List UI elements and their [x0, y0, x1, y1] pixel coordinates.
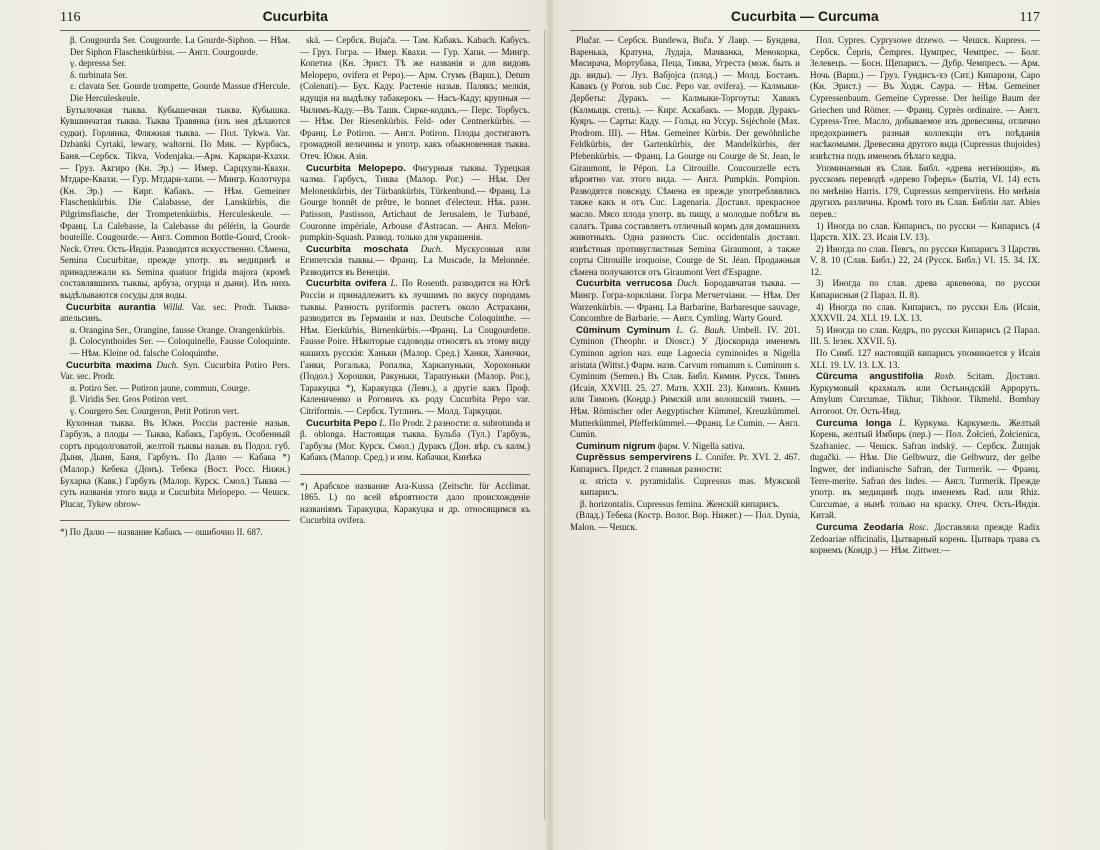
variety-entry: ε. clavata Ser. Gourde trompette, Gourde Massue d'Hercule. Die Herculeskeule. — [70, 81, 290, 103]
left-page-column-1 — [60, 35, 290, 835]
species-description: Syn. Cucurbita Potiro Pers. Var. sec. Prodr. — [60, 359, 290, 382]
gutter — [544, 30, 545, 820]
variety-entry: β. Viridis Ser. Gros Potiron vert. — [70, 394, 188, 405]
variety-entry: β. Cougourda Ser. Cougourde. La Gourde-Siphon. — Нѣм. Der Siphon Flaschenkürbiss. — Англ. Courgourde. — [70, 35, 290, 57]
species-headword: Cŭrcuma angustifolia — [816, 371, 924, 383]
right-page — [570, 8, 1040, 840]
right-page-number: 117 — [1019, 10, 1040, 25]
species-description: Var. sec. Prodr. Тыква-апельсинъ. — [60, 301, 290, 324]
species-author: L. — [379, 417, 387, 428]
species-entry — [300, 244, 530, 279]
right-running-head: Cucurbita — Curcuma — [730, 8, 879, 24]
variety-entry: α. Potiro Ser. — Potiron jaune, commun, Courge. — [70, 382, 250, 393]
species-author: Rosc. — [908, 521, 929, 532]
paragraph: Пол. Cypres. Cyprysowe drzewo. — Чешск. Kupress. — Сербск. Čepris, Čempres. Цумпрес, Чемпрес. — Болг. Зелевецъ. — Босн. Щепарисъ. — Дубр. Чемпресъ. — Арм. Ночь (Варш.) — Груз. Гундисъ-хэ (Сит.) Кипарози, Саро (Кн. Эрист.) — Въ Ходж. Саура. — Нѣм. Gemeiner Cypressenbaum. Gemeine Cypresse. Der heilige Baum der Griechen und Römer. — Франц. Cyprès ordinaire. — Англ. Cypress-Tree. Масло, добываемое изъ древесины, отлично предохраняетъ разныя коллекціи отъ поѣданія насѣкомыми. Древесина другого вида (Cupressus thujoides) извѣстна подъ именемъ бѣлаго кедра. — [810, 35, 1040, 161]
species-entry — [570, 452, 800, 475]
species-headword: Cucurbita Pepo — [306, 417, 377, 429]
species-description: фарм. V. Nigella sativa. — [655, 440, 745, 451]
species-headword: Cucurbita verrucosa — [576, 278, 673, 290]
species-description: Scitam. Доставл. Куркумовый крахмалъ или Остъиндскій Арроруть. Amylum Curcumae, Tikhur, Tikhoor. Tikmehl. Bombay Arrorоot. От. Ость-Инд. — [810, 371, 1040, 416]
variety-entry: γ. Courgero Ser. Courgeron, Petit Potiron vert. — [70, 406, 239, 416]
paragraph: Упоминаемыя въ Слав. Библ. «древа негніющія», въ русскомъ переводѣ «дерево Гоферъ» (Бытія, VI. 14) есть по мнѣнію Harris. 179, Cupressus sempervirens. Но мнѣнія другихъ различны. Кромѣ того въ Слав. Библіи лат. Abies перев.: — [810, 162, 1040, 219]
variety-entry: α. stricta v. pyramidalis. Cupressus mas. Мужской кипарисъ. — [580, 475, 800, 498]
species-description: Доставляла прежде Radix Zedoariae officinalis, Цытварный корень. Цытварь трава съ корнемъ (Кондр.) — Нѣм. Zittwer.— — [810, 521, 1040, 556]
species-entry — [300, 278, 530, 417]
variety-entry: γ. depressa Ser. — [70, 58, 127, 69]
species-entry — [570, 441, 800, 453]
paragraph: 3) Иногда по слав. древа аркевѳова, по русски Кипарисныя (2 Парал. II. 8). — [810, 278, 1040, 301]
paragraph: 1) Иногда по слав. Кипарисъ, по русски — Кипарисъ (4 Царств. XIX. 23. Исаія LV. 13). — [810, 220, 1040, 243]
paragraph: Кухонная тыква. Въ Южн. Россіи растеніе назыв. Гарбузъ, а плоды — Тыква, Кабакъ, Гарбузъ. Особенный сортъ продолговатой, желтой тыквы назыв. въ Подол. губ. Дыня, Дыня, Баня, Гарбузъ. По Далю — Кабака *) (Малор.) Кебека (Донъ). Тебека (Вост. Росс. Нижн.) Бухарка (Кавк.) Гарбузъ (Малор. Курск. Смол.) Тыква — суть названія этого вида и Cucurbita Melopepo. — Чешск. Plucar, Tykew obrow- — [60, 417, 290, 509]
species-headword: Cuminum nigrum — [576, 440, 656, 452]
species-headword: Curcuma longa — [816, 417, 892, 429]
paragraph: Plučar. — Сербск. Bundewa, Buča. У Лавр. — Бундева, Варенькa, Кратуна, Лудaja, Мачванка, Менокорка, Мисирача, Мортубака, Пеца, Тиква, Угрестa (мож. быть и др. виды). — Луз. Вабjoјca (плод.) — Молд. Бостанъ. Кавакъ (у Рогов. sub Cuc. Pepo var. oviferа). — Калмыки-Дербеты: Дуракъ. — Калмыки-Торгоуты: Хавакъ (Калмыцк. степь). — Кирг. Аскабакъ. — Мордв. Дуракъ-Куяръ. — Сарты: Каду. — Гольд. на Уссур. Ssjèchole (Max. Prodrom. III). — Нѣм. Gemeiner Kürbis. Der gewöhnliche Feldkürbis, der Gartenkürbis, der Mandelkürbis, der Pfebenkürbis. — Франц. La Gourge ou Courge de St. Jean, le Giraumont, le Pépon. La Citrouille. Coucourzelle есть вѣроятно var. этого вида. — Англ. Pumpkin. Pompion. Разводятся повсюду. Сѣмена ея прежде употребляялись также какъ и отъ Cuc. Lagenaria. Доставл. прекрасное масло. Мясо плода употр. въ пищу, а молодые побѣги въ салатъ. Трава составляетъ отличный кормъ для домашнихъ животныхъ. Одна разность Cuc. occidentalis доставл. извѣстныя противуглистныя Semina Giraumont, а также сорты Citrouille iroquoise, Courge de St. Jéan. Продажныя сѣмена получаются отъ Giraumont Vert d'Espagne. — [570, 35, 800, 277]
species-headword: Cucurbita aurantia — [66, 301, 156, 313]
species-entry — [810, 418, 1040, 522]
left-page-header — [60, 8, 530, 31]
right-page-column-1 — [570, 35, 800, 835]
left-page — [60, 8, 530, 840]
variety-entry: β. horizontalis. Cupressus femina. Женскій кипарисъ. — [580, 498, 780, 509]
paragraph: ská. — Сербск. Bujača. — Там. Кабакъ. Kabach. Кабусъ. — Груз. Гогра. — Имер. Кваxи. — Гур. Хапи. — Мингр. Копетиа (Кн. Эрист. Тѣ же названія и для видовъ Melopepo, ovifera et Pepo).— Арм. Стумъ (Варш.), Detum (Colenati).— Бух. Каду. Растеніе назыв. Палякъ; мелкія, идущія на выдѣлку табакерокъ — Насъ-Каду; крупныя — Чилимъ-Каду.—Въ Ташк. Сирке-кодакъ.— Перс. Торбусъ. — Нѣм. Der Riesenkürbis. Feld- oder Centnerkürbis. — Франц. Le Potiron. — Англ. Potiron. Плоды достигаютъ громадной величины и употр. какъ обыкновенная тыква. Отеч. Южн. Азія. — [300, 35, 530, 161]
species-headword: Curcuma Zeodaria — [816, 521, 904, 533]
species-description: Фигурныя тыквы. Турецкая чалма. Гарбусъ, Тиквa (Малор. Рог.) — Нѣм. Der Melonenkürbis, der Türbankürbis, Türkenbund.— Франц. La Gourge bonnêt de prêtre, le bonnet d'électeur. Нѣк. разн. Patisson, Pastisson, Artichaut de Jerusalem, le Turbané, Couronne impériale, Arbouse d'Astracan. — Англ. Melon-pumpkin-Squash. Развод. только для украшенія. — [300, 162, 530, 243]
paragraph: 2) Иногда по слав. Певгъ, по русски Кипарисъ 3 Царствъ V. 8. 10 (Слав. Библ.) 22, 24 (Русск. Библ.) VI. 15. 34. IX. 12. — [810, 243, 1040, 277]
species-author: Willd. — [162, 301, 185, 312]
paragraph: 4) Иногда по слав. Кипарисъ, по русски Ель (Исаія, XXXVII. 24. XLI. 19. LX. 13. — [810, 301, 1040, 324]
species-headword: Cucurbita Melopepo. — [306, 162, 406, 174]
species-author: L. — [390, 278, 398, 289]
species-entry — [60, 302, 290, 325]
species-headword: Cucurbita moschata — [306, 243, 409, 255]
species-headword: Cŭminum Cyminum — [576, 324, 671, 336]
footnote: *) По Далю — название Кабакъ — ошибочно II. 687. — [60, 520, 290, 539]
variety-entry: β. Colocynthoides Ser. — Coloquinelle, Fausse Coloquinte. — Нѣм. Kleine od. falsche Coloquinthe. — [70, 336, 290, 359]
species-description: По Rosenth. разводится на Югѣ Россіи и принадлежитъ къ лучшимъ по вкусу породамъ тыквы. Разность pyriformis растетъ около Астрахани, разводится въ Германіи и наз. Deutsche Coloquinthe. — Нѣм. Eierkürbis, Birnenkürbis.—Франц. La Cougourdette. Fausse Poire. Нѣкоторые садоводы относятъ къ этому виду нашихъ русскія: Ханьки (Малор. Сред.) Ханки, Ханочки, Ганки, Рогалька, Ропалка, Харкапуньки, Хорохоньки (Подол.) Хорошки, Ракуньки, Тарапуньки (Малор. Рог.), Таракуцка *), Каракуцка (Левч.), а другіе какъ Проф. Калениченко и Роговичъ къ роду Cucurbita Pepo var. Citriformis. — Сербск. Тутлинъ. — Молд. Таркуцки. — [300, 278, 530, 416]
species-entry — [300, 163, 530, 244]
species-entry — [810, 522, 1040, 557]
footnote: *) Арабское название Ara-Kussa (Zeitschr. für Acclimat. 1865. I.) по всей вѣроятности дало происхожденіе названіямъ Таракуцка, Каракуцка и др. относящимся къ Cucurbita ovifera. — [300, 474, 530, 527]
right-page-column-2 — [810, 35, 1040, 835]
species-description: Мускусовыя или Египетскія тыквы.— Франц. La Muscade, la Melonnée. Разводится въ Венеціи. — [300, 243, 530, 277]
species-headword: Cucurbita ovifera — [306, 278, 387, 290]
species-author: L. — [899, 417, 907, 428]
species-description: Бородавчатая тыква. — Мингр. Гогра-хорклiани. Гогра Метчетчiани. — Нѣм. Der Warzenkürbis. — Франц. La Barbarine, Barbaresque sauvage, Concombre de Barbarie. — Англ. Cymling. Warty Gourd. — [570, 278, 800, 324]
left-page-column-2 — [300, 35, 530, 835]
species-description: Куркума. Каркумель. Желтый Корень, желтый Имбирь (пер.) — Пол. Żołcień, Żołcienica, Szafraniec. — Чешск. Safran indský. — Сербск. Žutnjak dugački. — Нѣм. Die Gelbwurz, die Gelbwurz, der gelbe Ingwer, der indianische Safran, der Turmerik. — Франц. Terre-merite. Safran des Indes. — Англ. Turmerik. Прежде употр. въ медицинѣ подъ именемъ Rad. или Rhiz. Curcumae, а нынѣ только на краску. Отеч. Ость-Индія. Китай. — [810, 417, 1040, 521]
variety-entry: δ. turbinata Ser. — [70, 69, 128, 80]
paragraph: По Симб. 127 настоящій кипарисъ упоминается у Исаія XLI. 19. LV. 13. LX. 13. — [810, 348, 1040, 370]
species-entry — [570, 325, 800, 441]
species-entry — [570, 278, 800, 324]
species-description: По Prodr. 2 разности: α. subrotunda и β. oblonga. Настоящая тыква. Бульба (Тул.) Гарбузъ, Гарбузы (Мог. Курск. Смол.) Дуракъ (Дон. вѣр. съ калм.) Кабакъ (Малор. Сред.) и изм. Кабачки, Кинѣка — [300, 417, 530, 463]
species-entry — [300, 418, 530, 464]
species-entry — [60, 360, 290, 383]
variety-entry: α. Orangina Ser., Orangine, fausse Orange. Orangenkürbis. — [70, 324, 285, 335]
right-page-header — [570, 8, 1040, 31]
species-headword: Cuprĕssus sempervirens — [576, 452, 692, 464]
species-description: Umbell. IV. 201. Cyminon (Theophr. и Dioscr.) У Діоскорида именемъ Cyminon agrion наз. еще Lagoecia cyminoides и Nigella aristata (Wittst.) Фарм. назв. Carvum romanum s. Cuminum s. Cyminum (Semen.) Въ Слав. Библ. Кимин. Русск. Тминъ (Исаія, XXVIII. 25. 27. Матв. XXII. 23). Кимонъ. Кминъ или Тимонъ (Кондр.) Римскій или волошскій тминъ. — Нѣм. Römischer oder Aegyptischer Kümmel, Kreuzkümmel. Mutterkümmel, Pfefferkümmel.—Франц. Le Cumin. — Англ. Cumin. — [570, 324, 800, 440]
species-headword: Cucurbita maxima — [66, 359, 152, 371]
species-author: Duch. — [420, 243, 443, 254]
paragraph: Бутылочная тыква. Кубышечная тыква. Кубышка. Кувшинчатая тыква. Тыква Травянка (изъ нея дѣлаются судки). Горлянка, Фляжная тыква. — Пол. Tykwa. Var. Dzbanki Cyrtaki, lewary, waltorni. По Мик. — Курбасъ, Баня.—Сербск. Tikva, Vodenjaka.—Арм. Каркари-Кхахи. — Груз. Акгиро (Кн. Эр.) — Имер. Сарцхули-Кваxи. Мтдаре-Кваxи. — Гур. Мтдари-хапи. — Мингр. Колотчура (Кн. Эр.) — Кирг. Кабакъ. — Нѣм. Gemeiner Flaschenkürbis. Die Calabasse, der Lanskürbis, die Pilgrimsflasche, der Trompetenkürbis. Herculeskeule. — Франц. La Calebasse, la Calebasse du pélérin, la Gourde bouteille. Cougourde.— Англ. Common Bottle-Gourd, Crook-Neck. Отеч. Ость-Индія. Разводятся искусственно. Сѣмена, Semina Cucurbitae, прежде употр. въ медицинѣ и принадлежали къ Semina quatuor frigida majora (кромѣ составлявшихъ тыквы, арбуза, огурца и дыни). Изъ нихъ выдѣлываются сосуды для воды. — [60, 104, 290, 301]
species-entry — [810, 371, 1040, 417]
species-author: L. G. Bauh. — [676, 324, 726, 335]
left-running-head: Cucurbita — [262, 8, 328, 24]
species-author: Roxb. — [934, 371, 956, 382]
species-description: Conifer. Pr. XVI. 2. 467. Кипарисъ. Предст. 2 главныя разности: — [570, 452, 800, 474]
species-author: Duch. — [677, 278, 700, 289]
species-author: Duch. — [156, 359, 179, 370]
paragraph: (Влад.) Тебека (Костр. Волог. Вор. Нижег.) — Пол. Dynia, Malon. — Чешск. — [570, 510, 800, 532]
species-author: L. — [695, 452, 703, 463]
paragraph: 5) Иногда по слав. Кедръ, по русски Кипарисъ (2 Парал. III. 5. Іезек. XXVII. 5). — [810, 324, 1040, 347]
left-page-number: 116 — [60, 10, 81, 25]
